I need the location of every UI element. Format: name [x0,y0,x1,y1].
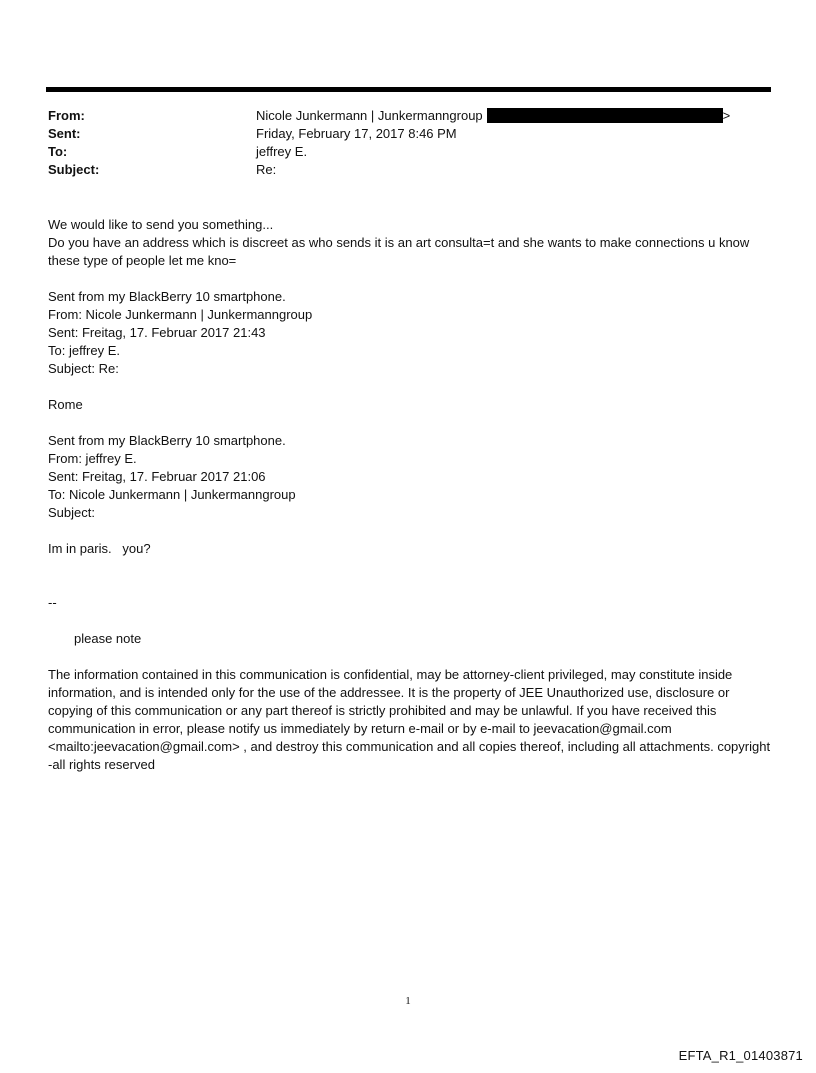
quote1-subject: Subject: Re: [48,361,119,376]
page-number: 1 [405,995,411,1007]
quote2-signature: Sent from my BlackBerry 10 smartphone. [48,433,286,448]
redaction-tail: > [722,108,731,123]
from-row [48,107,768,125]
signature-separator: -- [48,595,57,610]
email-body [48,216,776,774]
quote2-from: From: jeffrey E. [48,451,137,466]
subject-row [48,161,768,179]
note-heading: please note [74,631,142,646]
subject-value: Re: [256,162,277,177]
email-header [48,107,768,179]
quote2-message: Im in paris. you? [48,541,151,556]
quote1-from: From: Nicole Junkermann | Junkermanngroup [48,307,313,322]
to-value: jeffrey E. [256,144,308,159]
sent-value: Friday, February 17, 2017 8:46 PM [256,126,457,141]
quote1-signature: Sent from my BlackBerry 10 smartphone. [48,289,286,304]
quote1-sent: Sent: Freitag, 17. Februar 2017 21:43 [48,325,266,340]
quote2-subject: Subject: [48,505,95,520]
quote1-message: Rome [48,397,83,412]
sent-row [48,125,768,143]
from-name: Nicole Junkermann | Junkermanngroup [256,108,483,123]
to-row [48,143,768,161]
from-value [256,107,768,125]
quote2-sent: Sent: Freitag, 17. Februar 2017 21:06 [48,469,266,484]
to-label: To: [48,144,68,159]
confidentiality-disclaimer: The information contained in this communication is confidential, may be attorney-client privileged, may constitute inside information, and is intended only for the use of the addressee. It is the property of JEE Unauthorized use, disclosure or copying of this communication or any part thereof is strictly prohibited and may be unlawful. If you have received this communication in error, please notify us immediately by return e-mail or by e-mail to jeevacation@gmail.com <mailto:jeevacation@gmail.com> , and destroy this communication and all copies thereof, including all attachments. copyright -all rights reserved [48,667,771,772]
bates-number: EFTA_R1_01403871 [678,1048,803,1063]
body-line-2: Do you have an address which is discreet as who sends it is an art consulta=t and she wants to make connections u know these type of people let me kno= [48,235,750,268]
sent-label: Sent: [48,126,81,141]
redaction-bar [487,108,723,123]
header-divider [46,87,771,92]
quote1-to: To: jeffrey E. [48,343,121,358]
subject-label: Subject: [48,162,100,177]
from-label: From: [48,108,85,123]
body-line-1: We would like to send you something... [48,217,274,232]
quote2-to: To: Nicole Junkermann | Junkermanngroup [48,487,296,502]
